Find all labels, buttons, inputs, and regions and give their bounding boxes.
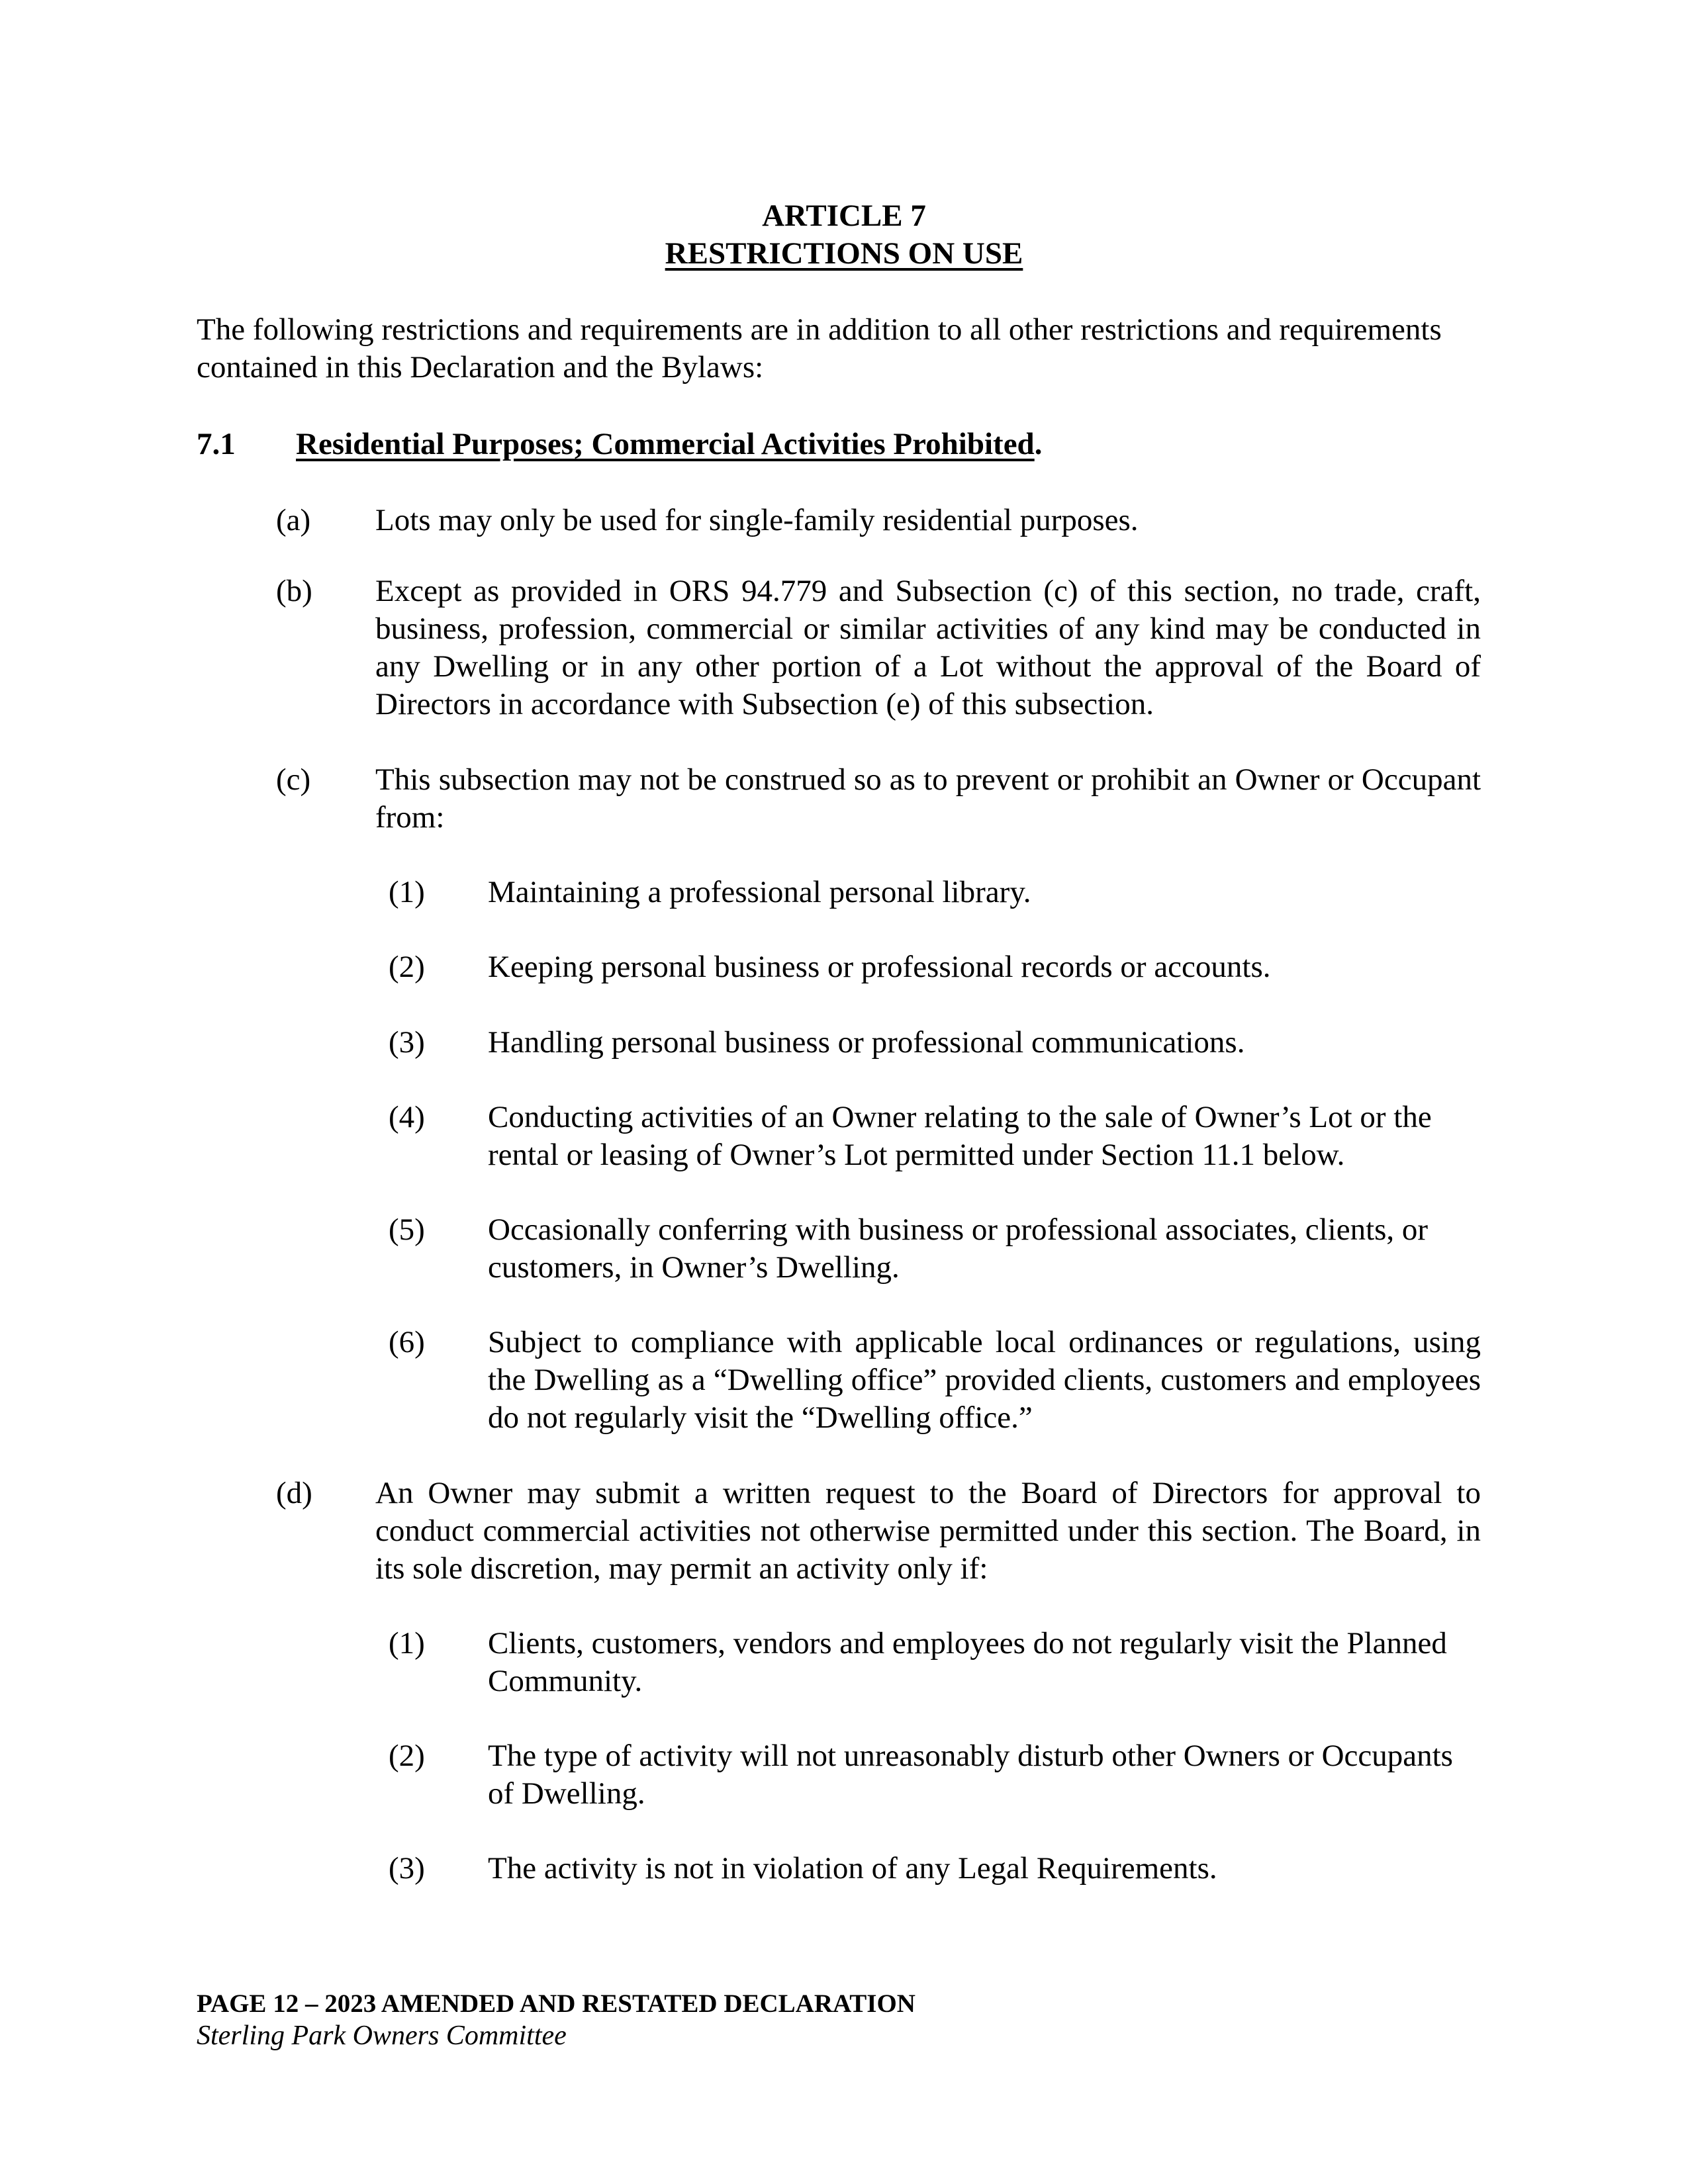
subsection-c-item-text: Conducting activities of an Owner relating to the sale of Owner’s Lot or the rental or leasing of Owner’s Lot permitted under Section 11.1 below. [488, 1100, 1432, 1172]
section-title-text: Residential Purposes; Commercial Activities Prohibited [296, 427, 1035, 461]
subsection-b-text: Except as provided in ORS 94.779 and Subsection (c) of this section, no trade, craft, business, profession, commercial or similar activities of any kind may be conducted in any Dwelling or in any other portion of a Lot without the approval of the Board of Directors in accordance with Subsection (e) of this subsection. [375, 574, 1481, 721]
subsection-c-item-label: (3) [389, 1025, 425, 1060]
subsection-c-item-label: (1) [389, 875, 425, 909]
article-title-text: RESTRICTIONS ON USE [665, 236, 1023, 271]
section-number: 7.1 [197, 427, 236, 461]
subsection-d-item-label: (1) [389, 1626, 425, 1661]
subsection-c-item-label: (2) [389, 950, 425, 984]
section-title-period: . [1034, 427, 1043, 461]
subsection-d-item-text: The type of activity will not unreasonably disturb other Owners or Occupants of Dwelling. [488, 1739, 1453, 1811]
subsection-c-item-text: Occasionally conferring with business or professional associates, clients, or customers, in Owner’s Dwelling. [488, 1212, 1429, 1285]
footer-page-title: PAGE 12 – 2023 AMENDED AND RESTATED DECLARATION [197, 1989, 915, 2018]
subsection-d-item-text: The activity is not in violation of any Legal Requirements. [488, 1851, 1217, 1886]
footer-committee: Sterling Park Owners Committee [197, 2021, 567, 2051]
subsection-c-item-text: Keeping personal business or professional records or accounts. [488, 950, 1271, 984]
subsection-c-item-label: (4) [389, 1100, 425, 1134]
article-title [0, 235, 1688, 273]
subsection-c-item-text: Handling personal business or professional communications. [488, 1025, 1245, 1060]
subsection-c-text: This subsection may not be construed so as to prevent or prohibit an Owner or Occupant from: [375, 762, 1481, 835]
subsection-d-item-label: (3) [389, 1851, 425, 1886]
subsection-d-item-text: Clients, customers, vendors and employees do not regularly visit the Planned Community. [488, 1626, 1447, 1698]
subsection-c-item-text: Maintaining a professional personal library. [488, 875, 1031, 909]
subsection-c-item-text: Subject to compliance with applicable local ordinances or regulations, using the Dwelling as a “Dwelling office” provided clients, customers and employees do not regularly visit the “Dwelling office.” [488, 1325, 1481, 1435]
subsection-c-label: (c) [276, 762, 311, 797]
intro-paragraph: The following restrictions and requirements are in addition to all other restrictions and requirements contained in this Declaration and the Bylaws: [197, 312, 1442, 385]
subsection-c-item-label: (5) [389, 1212, 425, 1247]
article-number: ARTICLE 7 [762, 199, 926, 233]
section-title [296, 426, 1042, 463]
subsection-a-label: (a) [276, 503, 311, 537]
subsection-d-item-label: (2) [389, 1739, 425, 1773]
subsection-b-label: (b) [276, 574, 312, 608]
subsection-a-text: Lots may only be used for single-family residential purposes. [375, 503, 1139, 537]
subsection-d-label: (d) [276, 1476, 312, 1510]
subsection-c-item-label: (6) [389, 1325, 425, 1359]
subsection-d-text: An Owner may submit a written request to the Board of Directors for approval to conduct commercial activities not otherwise permitted under this section. The Board, in its sole discretion, may permit an activity only if: [375, 1476, 1481, 1586]
